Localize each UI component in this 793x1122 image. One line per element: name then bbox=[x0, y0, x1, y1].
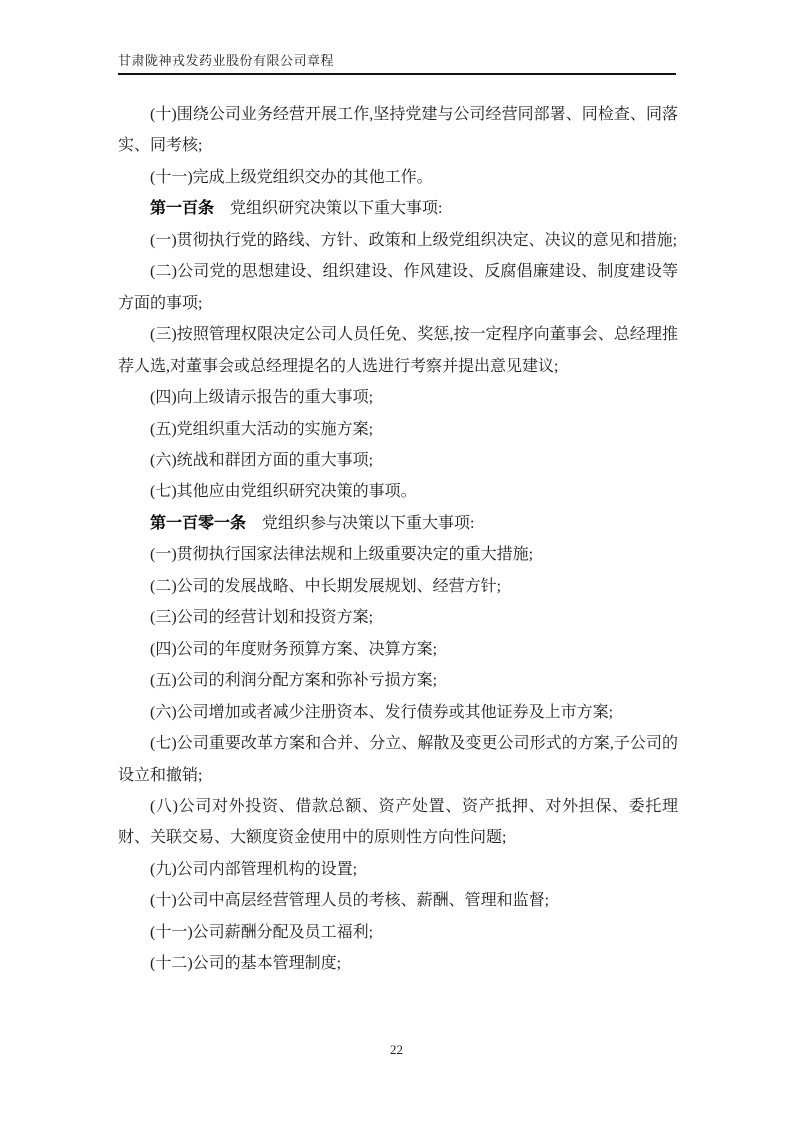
page-number: 22 bbox=[390, 1042, 403, 1057]
paragraph-text: (二)公司的发展战略、中长期发展规划、经营方针; bbox=[150, 577, 502, 595]
paragraph-text: 党组织研究决策以下重大事项: bbox=[230, 200, 443, 218]
page-footer bbox=[0, 1042, 793, 1058]
paragraph-text: (四)向上级请示报告的重大事项; bbox=[150, 389, 374, 407]
paragraph bbox=[118, 602, 678, 633]
paragraph-text: (四)公司的年度财务预算方案、决算方案; bbox=[150, 640, 438, 658]
paragraph-text: (一)贯彻执行党的路线、方针、政策和上级党组织决定、决议的意见和措施; bbox=[150, 231, 678, 249]
paragraph-text: (九)公司内部管理机构的设置; bbox=[150, 860, 358, 878]
paragraph-text: (十二)公司的基本管理制度; bbox=[150, 955, 342, 973]
paragraph-text: 党组织参与决策以下重大事项: bbox=[262, 514, 475, 532]
paragraph bbox=[118, 445, 678, 476]
page-header bbox=[118, 53, 676, 75]
paragraph bbox=[118, 571, 678, 602]
paragraph bbox=[118, 476, 678, 507]
paragraph-text: (十一)公司薪酬分配及员工福利; bbox=[150, 923, 374, 941]
document-body bbox=[118, 99, 678, 980]
paragraph bbox=[118, 256, 678, 319]
paragraph bbox=[118, 854, 678, 885]
paragraph bbox=[118, 508, 678, 539]
paragraph bbox=[118, 382, 678, 413]
paragraph bbox=[118, 697, 678, 728]
paragraph-text: (七)其他应由党组织研究决策的事项。 bbox=[150, 483, 417, 501]
article-number: 第一百零一条 bbox=[150, 514, 247, 532]
paragraph-text: (五)党组织重大活动的实施方案; bbox=[150, 420, 374, 438]
paragraph bbox=[118, 414, 678, 445]
paragraph-text: (五)公司的利润分配方案和弥补亏损方案; bbox=[150, 672, 438, 690]
paragraph-text: (十)围绕公司业务经营开展工作,坚持党建与公司经营同部署、同检查、同落实、同考核; bbox=[118, 106, 678, 155]
paragraph-text: (十一)完成上级党组织交办的其他工作。 bbox=[150, 168, 433, 186]
paragraph-text: (三)公司的经营计划和投资方案; bbox=[150, 609, 374, 627]
paragraph bbox=[118, 948, 678, 979]
paragraph-text: (六)公司增加或者减少注册资本、发行债券或其他证券及上市方案; bbox=[150, 703, 614, 721]
paragraph-text: (六)统战和群团方面的重大事项; bbox=[150, 451, 374, 469]
paragraph bbox=[118, 885, 678, 916]
header-title: 甘肃陇神戎发药业股份有限公司章程 bbox=[118, 53, 335, 68]
paragraph bbox=[118, 539, 678, 570]
paragraph-text: (一)贯彻执行国家法律法规和上级重要决定的重大措施; bbox=[150, 546, 534, 564]
paragraph bbox=[118, 917, 678, 948]
paragraph bbox=[118, 99, 678, 162]
paragraph-text: (十)公司中高层经营管理人员的考核、薪酬、管理和监督; bbox=[150, 892, 550, 910]
paragraph bbox=[118, 193, 678, 224]
paragraph bbox=[118, 162, 678, 193]
paragraph bbox=[118, 225, 678, 256]
paragraph-text: (三)按照管理权限决定公司人员任免、奖惩,按一定程序向董事会、总经理推荐人选,对董事会或总经理提名的人选进行考察并提出意见建议; bbox=[118, 326, 678, 375]
paragraph bbox=[118, 665, 678, 696]
paragraph-text: (七)公司重要改革方案和合并、分立、解散及变更公司形式的方案,子公司的设立和撤销; bbox=[118, 735, 678, 784]
paragraph bbox=[118, 634, 678, 665]
paragraph-text: (八)公司对外投资、借款总额、资产处置、资产抵押、对外担保、委托理财、关联交易、大额度资金使用中的原则性方向性问题; bbox=[118, 797, 678, 847]
paragraph-text: (二)公司党的思想建设、组织建设、作风建设、反腐倡廉建设、制度建设等方面的事项; bbox=[118, 263, 678, 312]
paragraph bbox=[118, 791, 678, 854]
article-number: 第一百条 bbox=[150, 200, 215, 218]
paragraph bbox=[118, 319, 678, 382]
paragraph bbox=[118, 728, 678, 791]
